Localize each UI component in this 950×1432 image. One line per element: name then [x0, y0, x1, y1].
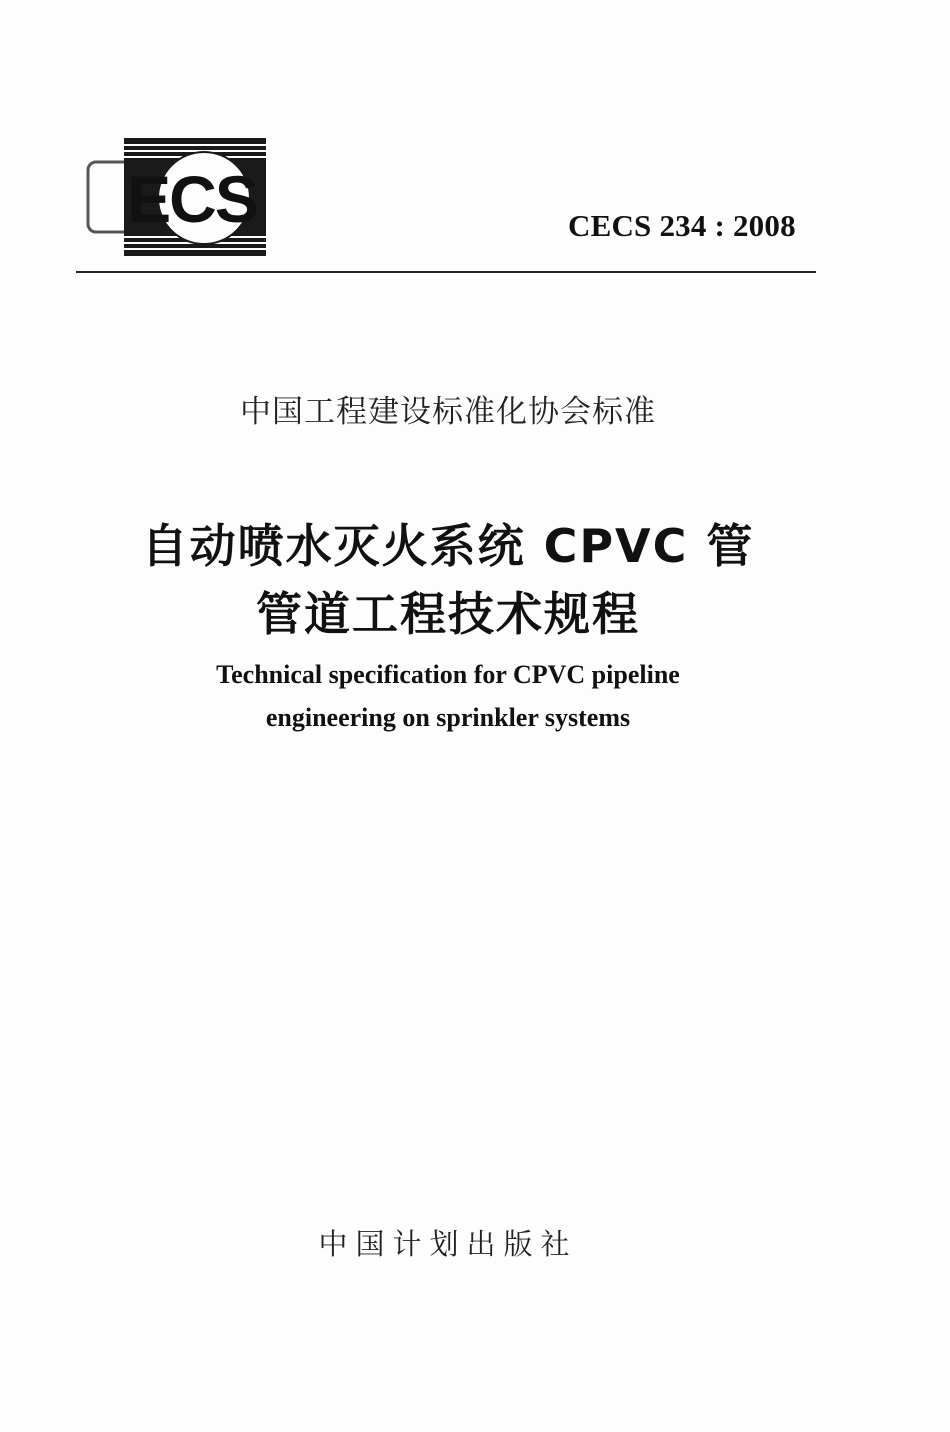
- ecs-logo: [86, 136, 294, 260]
- title-en-line-2: engineering on sprinkler systems: [265, 703, 631, 732]
- header-divider: [76, 271, 816, 273]
- publisher-name: 中国计划出版社: [318, 1227, 578, 1261]
- association-name: 中国工程建设标准化协会标准: [240, 394, 656, 430]
- title-en-line-1: Technical specification for CPVC pipeline: [216, 660, 680, 689]
- title-cn-line-2: 管道工程技术规程: [256, 587, 640, 641]
- title-cn-line-1: 自动喷水灭火系统 CPVC 管: [141, 519, 755, 573]
- logo-text: ECS: [127, 162, 257, 236]
- standard-number: CECS 234 : 2008: [568, 208, 796, 243]
